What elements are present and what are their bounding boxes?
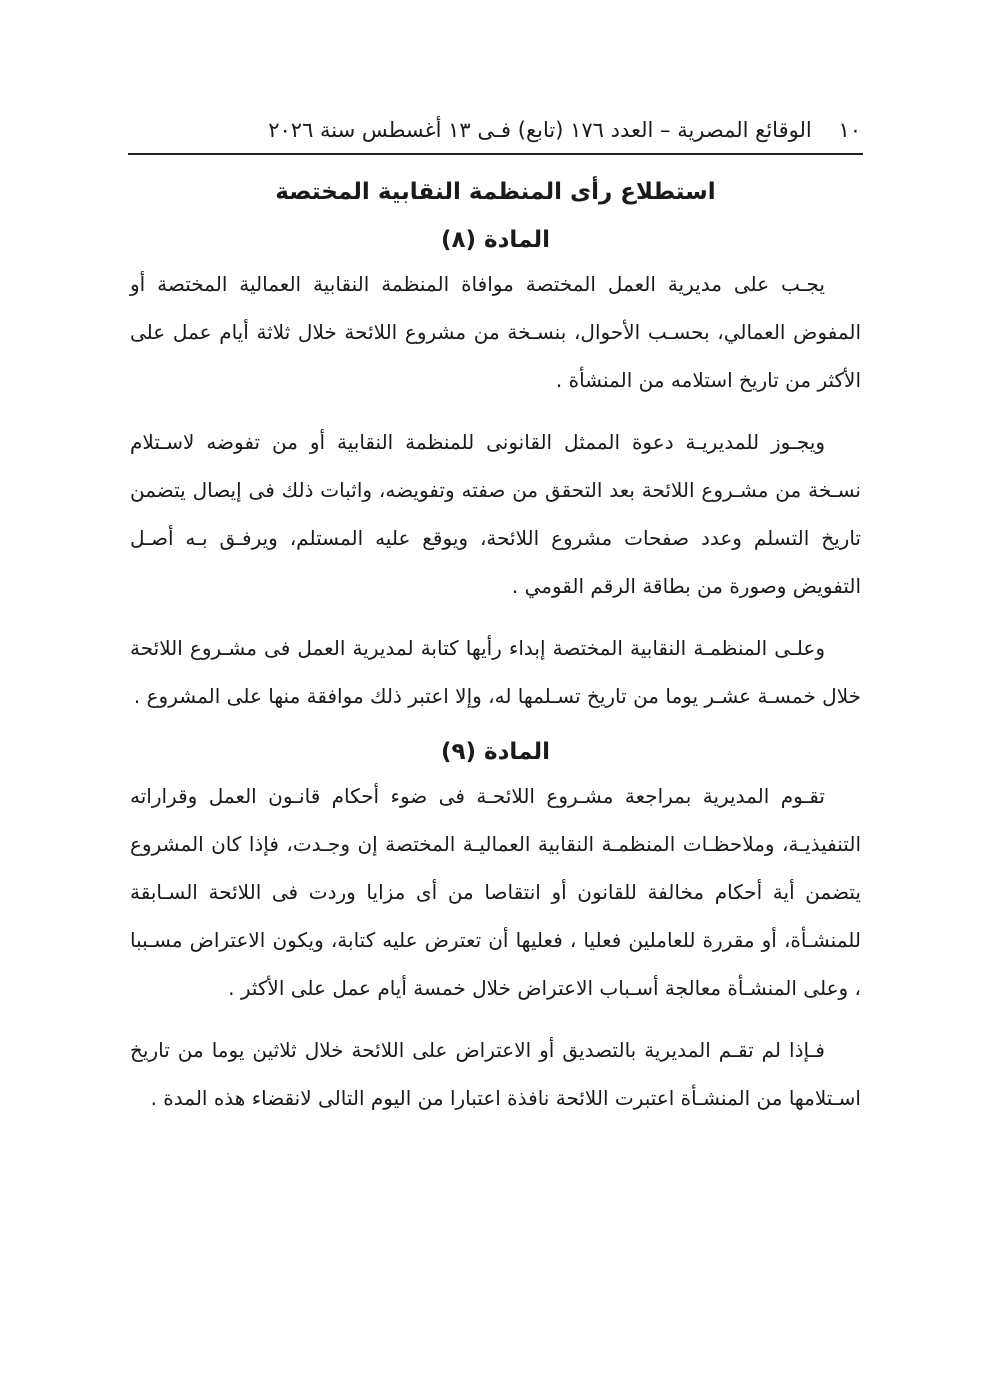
article-8-paragraph: ويجـوز للمديريـة دعوة الممثل القانونى للمنظمة النقابية أو من تفوضه لاسـتلام نسـخة من مشـروع اللائحة بعد التحقق من صفته وتفويضه، واثبات ذلك فى إيصال يتضمن تاريخ التسلم وعدد صفحات مشروع اللائحة، ويوقع عليه المستلم، ويرفـق بـه أصـل التفويض وصورة من بطاقة الرقم القومي . [130,430,861,598]
gazette-header-text: الوقائع المصرية – العدد ١٧٦ (تابع) فـى ١٣ أغسطس سنة ٢٠٢٦ [268,118,812,142]
document-body [130,164,861,1136]
section-title: استطلاع رأى المنظمة النقابية المختصة [275,179,716,205]
header-divider [128,153,863,155]
document-page [130,0,861,1400]
article-8-paragraph: يجـب على مديرية العمل المختصة موافاة المنظمة النقابية العمالية المختصة أو المفوض العمالي، بحسـب الأحوال، بنسـخة من مشروع اللائحة خلال ثلاثة أيام عمل على الأكثر من تاريخ استلامه من المنشأة . [130,272,861,392]
article-8-title: المادة (٨) [440,227,551,253]
article-9-title: المادة (٩) [440,739,551,765]
page-number: ١٠ [838,118,861,142]
article-9-paragraph: تقـوم المديرية بمراجعة مشـروع اللائحـة فى ضوء أحكام قانـون العمل وقراراته التنفيذيـة، وملاحظـات المنظمـة النقابية العماليـة المختصة إن وجـدت، فإذا كان المشروع يتضمن أية أحكام مخالفة للقانون أو انتقاصا من أى مزايا وردت فى اللائحة السـابقة للمنشـأة، أو مقررة للعاملين فعليا ، فعليها أن تعترض عليه كتابة، ويكون الاعتراض مسـببا ، وعلى المنشـأة معالجة أسـباب الاعتراض خلال خمسة أيام عمل على الأكثر . [130,784,861,1000]
article-9-paragraph: فـإذا لم تقـم المديرية بالتصديق أو الاعتراض على اللائحة خلال ثلاثين يوما من تاريخ اسـتلامها من المنشـأة اعتبرت اللائحة نافذة اعتبارا من اليوم التالى لانقضاء هذه المدة . [130,1038,861,1110]
article-8-paragraph: وعلـى المنظمـة النقابية المختصة إبداء رأيها كتابة لمديرية العمل فى مشـروع اللائحة خلال خمسـة عشـر يوما من تاريخ تسـلمها له، وإلا اعتبر ذلك موافقة منها على المشروع . [130,636,861,708]
header-spacer [818,118,831,142]
running-header [130,112,861,148]
